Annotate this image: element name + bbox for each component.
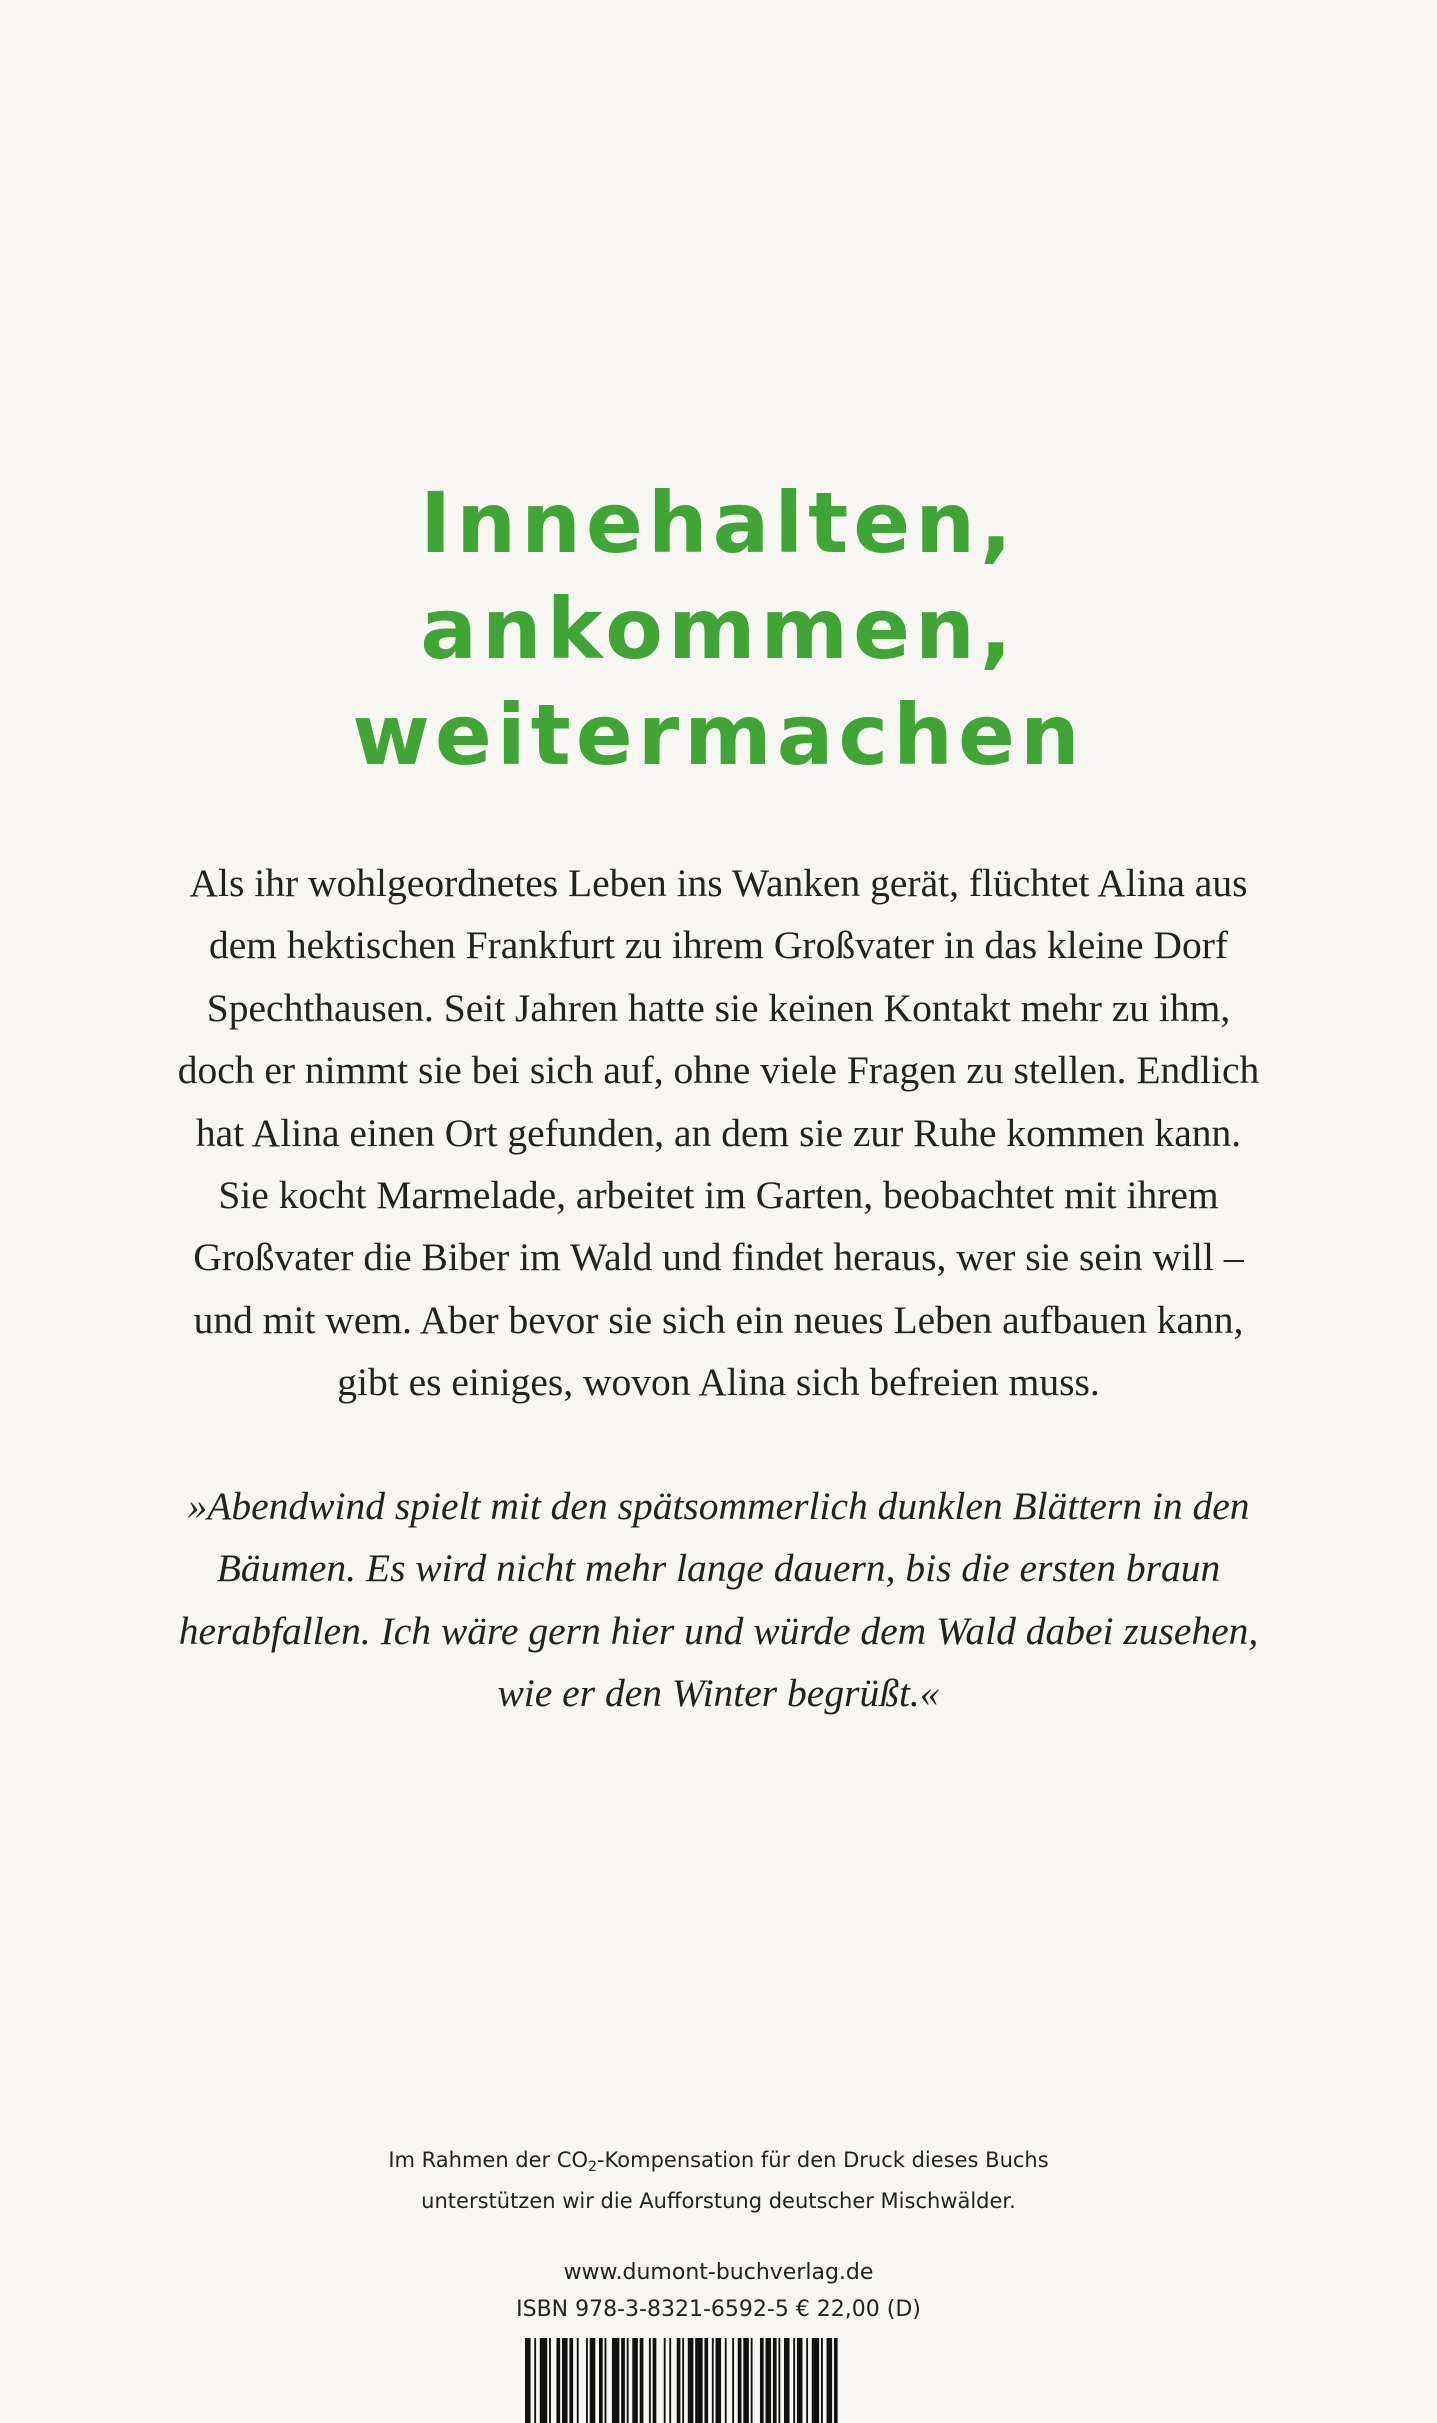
blurb-line: Als ihr wohlgeordnetes Leben ins Wanken gerät, flüchtet Alina aus bbox=[189, 861, 1248, 905]
blurb-paragraph bbox=[140, 852, 1297, 1414]
barcode-bar bbox=[738, 2338, 742, 2423]
blurb-line: Sie kocht Marmelade, arbeitet im Garten, beobachtet mit ihrem bbox=[218, 1173, 1219, 1218]
barcode-bar bbox=[640, 2338, 644, 2423]
barcode-bar bbox=[586, 2338, 588, 2423]
barcode-bar bbox=[725, 2338, 727, 2423]
headline-line: weitermachen bbox=[352, 686, 1085, 784]
barcode-bar bbox=[716, 2338, 722, 2423]
blurb-line: und mit wem. Aber bevor sie sich ein neues Leben aufbauen kann, bbox=[193, 1297, 1244, 1342]
barcode-bar bbox=[621, 2338, 625, 2423]
barcode-bar bbox=[834, 2338, 838, 2423]
isbn-price: ISBN 978-3-8321-6592-5 € 22,00 (D) bbox=[516, 2297, 921, 2322]
barcode-bar bbox=[778, 2338, 780, 2423]
quote-line: »Abendwind spielt mit den spätsommerlich dunklen Blättern in den bbox=[187, 1484, 1250, 1528]
excerpt-quote bbox=[140, 1475, 1297, 1725]
barcode-bar bbox=[534, 2338, 536, 2423]
barcode-bar bbox=[649, 2338, 651, 2423]
blurb-line: gibt es einiges, wovon Alina sich befreien muss. bbox=[337, 1360, 1100, 1405]
barcode-bar bbox=[612, 2338, 619, 2423]
barcode bbox=[525, 2338, 905, 2423]
barcode-bar bbox=[669, 2338, 671, 2423]
barcode-bar bbox=[827, 2338, 833, 2423]
barcode-bar bbox=[632, 2338, 638, 2423]
blurb-line: Spechthausen. Seit Jahren hatte sie keinen Kontakt mehr zu ihm, bbox=[206, 985, 1231, 1030]
quote-line: wie er den Winter begrüßt.« bbox=[497, 1671, 940, 1716]
quote-line: Bäumen. Es wird nicht mehr lange dauern, bis die ersten braun bbox=[216, 1546, 1221, 1591]
barcode-bar bbox=[793, 2338, 795, 2423]
barcode-bar bbox=[751, 2338, 753, 2423]
barcode-bar bbox=[556, 2338, 560, 2423]
barcode-bar bbox=[712, 2338, 714, 2423]
headline-line: Innehalten, bbox=[420, 474, 1017, 572]
publisher-website: www.dumont-buchverlag.de bbox=[563, 2260, 874, 2285]
blurb-line: hat Alina einen Ort gefunden, an dem sie zur Ruhe kommen kann. bbox=[195, 1110, 1242, 1155]
barcode-bar bbox=[627, 2338, 629, 2423]
barcode-graphic bbox=[525, 2338, 905, 2423]
blurb-line: doch er nimmt sie bei sich auf, ohne viele Fragen zu stellen. Endlich bbox=[177, 1048, 1260, 1093]
barcode-bar bbox=[732, 2338, 734, 2423]
barcode-bar bbox=[695, 2338, 702, 2423]
barcode-bar bbox=[664, 2338, 666, 2423]
publisher-info bbox=[0, 2254, 1437, 2328]
barcode-bar bbox=[760, 2338, 764, 2423]
barcode-bar bbox=[540, 2338, 547, 2423]
barcode-bar bbox=[653, 2338, 657, 2423]
barcode-bar bbox=[549, 2338, 551, 2423]
barcode-bar bbox=[577, 2338, 579, 2423]
barcode-bar bbox=[562, 2338, 568, 2423]
barcode-bar bbox=[569, 2338, 573, 2423]
co2-note-line-2: unterstützen wir die Aufforstung deutscher Mischwälder. bbox=[421, 2189, 1016, 2213]
co2-note-text: Im Rahmen der CO bbox=[388, 2148, 589, 2172]
blurb-line: Großvater die Biber im Wald und findet heraus, wer sie sein will – bbox=[193, 1235, 1244, 1280]
barcode-bar bbox=[743, 2338, 749, 2423]
barcode-bar bbox=[812, 2338, 819, 2423]
quote-line: herabfallen. Ich wäre gern hier und würde dem Wald dabei zusehen, bbox=[178, 1608, 1259, 1653]
barcode-bar bbox=[784, 2338, 790, 2423]
barcode-bar bbox=[688, 2338, 694, 2423]
co2-note-line-1 bbox=[0, 2143, 1437, 2184]
headline-line: ankommen, bbox=[420, 580, 1017, 678]
barcode-bar bbox=[605, 2338, 607, 2423]
barcode-bar bbox=[773, 2338, 777, 2423]
barcode-bar bbox=[599, 2338, 603, 2423]
barcode-bar bbox=[821, 2338, 823, 2423]
barcode-bar bbox=[525, 2338, 531, 2423]
barcode-bar bbox=[682, 2338, 684, 2423]
blurb-line: dem hektischen Frankfurt zu ihrem Großvater in das kleine Dorf bbox=[209, 923, 1228, 968]
co2-subscript: 2 bbox=[588, 2159, 597, 2175]
barcode-bar bbox=[766, 2338, 772, 2423]
barcode-bar bbox=[704, 2338, 708, 2423]
co2-note-text: -Kompensation für den Druck dieses Buchs bbox=[596, 2148, 1049, 2172]
co2-compensation-note bbox=[0, 2143, 1437, 2218]
headline bbox=[0, 470, 1437, 788]
barcode-bar bbox=[806, 2338, 808, 2423]
barcode-bar bbox=[797, 2338, 803, 2423]
barcode-bar bbox=[590, 2338, 596, 2423]
barcode-bar bbox=[677, 2338, 681, 2423]
